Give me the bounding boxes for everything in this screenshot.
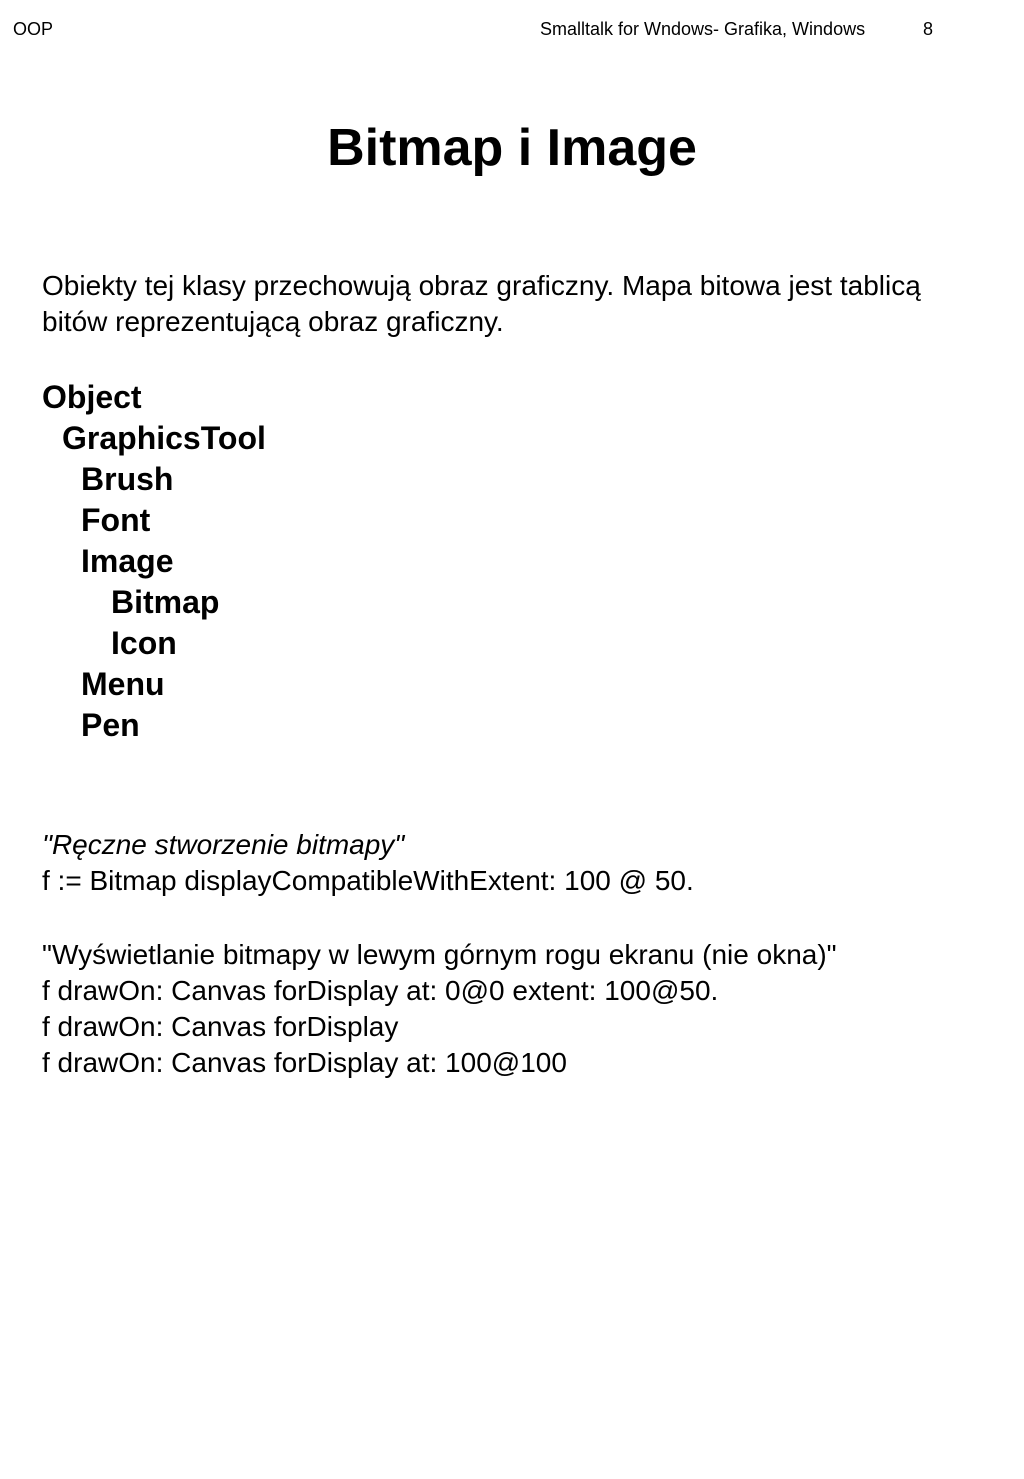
hierarchy-item: Brush — [81, 461, 174, 497]
section-title: Smalltalk for Wndows- Grafika, Windows — [540, 19, 866, 39]
code-comment: "Wyświetlanie bitmapy w lewym górnym rogu ekranu (nie okna)" — [42, 939, 837, 970]
hierarchy-item: Font — [81, 502, 151, 538]
code-line: f drawOn: Canvas forDisplay — [42, 1011, 399, 1042]
hierarchy-item: Icon — [111, 625, 177, 661]
hierarchy-item: GraphicsTool — [62, 420, 266, 456]
code-example-display-bitmap — [42, 937, 837, 1081]
code-line: f drawOn: Canvas forDisplay at: 0@0 extent: 100@50. — [42, 975, 719, 1006]
hierarchy-item: Menu — [81, 666, 165, 702]
code-example-create-bitmap — [42, 827, 694, 899]
code-line: f := Bitmap displayCompatibleWithExtent: 100 @ 50. — [42, 865, 694, 896]
page-header — [0, 18, 1024, 40]
code-comment: "Ręczne stworzenie bitmapy" — [42, 829, 405, 860]
page-title: Bitmap i Image — [327, 119, 697, 177]
course-label: OOP — [13, 19, 54, 39]
hierarchy-item: Object — [42, 379, 142, 415]
class-hierarchy — [42, 377, 266, 746]
hierarchy-item: Pen — [81, 707, 140, 743]
code-line: f drawOn: Canvas forDisplay at: 100@100 — [42, 1047, 567, 1078]
intro-paragraph: Obiekty tej klasy przechowują obraz graficzny. Mapa bitowa jest tablicą bitów reprezentującą obraz graficzny. — [42, 270, 921, 337]
hierarchy-item: Bitmap — [111, 584, 220, 620]
page-number: 8 — [923, 19, 934, 39]
hierarchy-item: Image — [81, 543, 174, 579]
